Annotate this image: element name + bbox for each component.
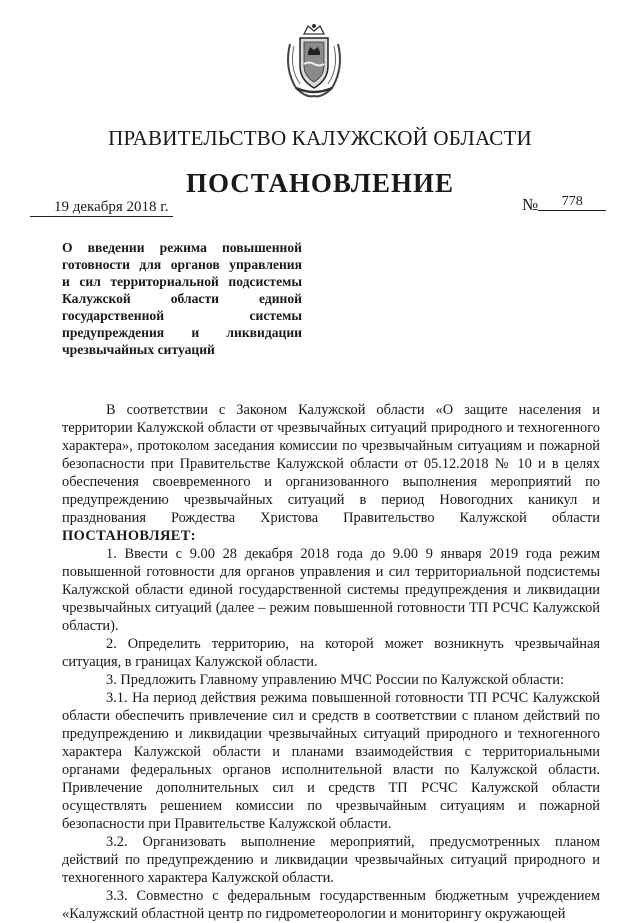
kaluga-coat-of-arms-icon	[282, 22, 346, 100]
decree-date	[30, 199, 173, 217]
paragraph-3-2: 3.2. Организовать выполнение мероприятий, предусмотренных планом действий по предупреждению и ликвидации чрезвычайных ситуаций природного и техногенного характера Калужской области.	[62, 834, 600, 886]
subject-line: чрезвычайных ситуаций	[62, 342, 215, 357]
subject-line: и сил территориальной подсистемы	[62, 274, 302, 289]
number-sign: №	[522, 195, 539, 214]
decree-subject	[62, 239, 302, 358]
preamble-text: В соответствии с Законом Калужской области «О защите населения и территории Калужской области от чрезвычайных ситуаций природного и техногенного характера», протоколом заседания комиссии по чрезвычайным ситуациям и пожарной безопасности при Правительстве Калужской области от 05.12.2018 № 10 и в целях обеспечения своевременного и организованного выполнения мероприятий по предупреждению чрезвычайных ситуаций в период Новогодних каникул и празднования Рождества Христова Правительство Калужской области	[62, 402, 600, 526]
paragraph-1: 1. Ввести с 9.00 28 декабря 2018 года до 9.00 9 января 2019 года режим повышенной готовности для органов управления и сил территориальной подсистемы Калужской области единой государственной системы предупреждения и ликвидации чрезвычайных ситуаций (далее – режим повышенной готовности ТП РСЧС Калужской области).	[62, 546, 600, 634]
document-type: ПОСТАНОВЛЕНИЕ	[185, 168, 455, 198]
subject-line: готовности для органов управления	[62, 257, 302, 272]
decree-number	[522, 194, 606, 215]
paragraph-2: 2. Определить территорию, на которой может возникнуть чрезвычайная ситуация, в границах Калужской области.	[62, 636, 600, 670]
government-name: ПРАВИТЕЛЬСТВО КАЛУЖСКОЙ ОБЛАСТИ	[108, 126, 532, 150]
paragraph-3-3: 3.3. Совместно с федеральным государственным бюджетным учреждением «Калужский областной центр по гидрометеорологии и мониторингу окружающей	[62, 888, 600, 922]
subject-line: государственной системы	[62, 308, 302, 323]
paragraph-3: 3. Предложить Главному управлению МЧС России по Калужской области:	[106, 672, 564, 688]
decree-number-value: 778	[538, 194, 606, 211]
decree-word: ПОСТАНОВЛЯЕТ:	[62, 528, 196, 544]
paragraph-3-1: 3.1. На период действия режима повышенной готовности ТП РСЧС Калужской области обеспечить привлечение сил и средств в соответствии с планом действий по предупреждению и ликвидации чрезвычайных ситуаций природного и техногенного характера Калужской области и планами взаимодействия с территориальными органами федеральных органов исполнительной власти по Калужской области. Привлечение дополнительных сил и средств ТП РСЧС Калужской области осуществлять решением комиссии по чрезвычайным ситуациям и пожарной безопасности при Правительстве Калужской области.	[62, 690, 600, 832]
decree-body	[62, 401, 600, 923]
subject-line: предупреждения и ликвидации	[62, 325, 302, 340]
decree-date-value: 19 декабря 2018 г.	[30, 199, 173, 217]
preamble-paragraph	[62, 401, 600, 545]
subject-line: О введении режима повышенной	[62, 240, 302, 255]
subject-line: Калужской области единой	[62, 291, 302, 306]
